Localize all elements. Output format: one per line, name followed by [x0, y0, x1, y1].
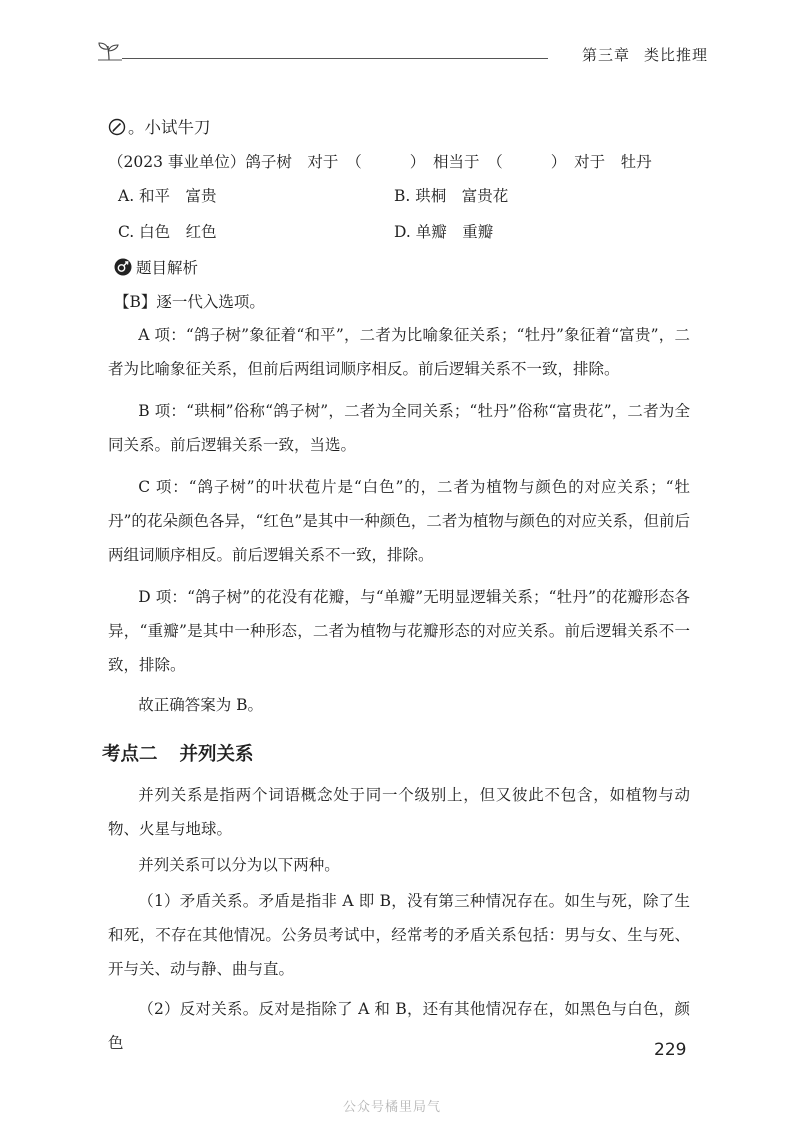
section-heading: [102, 740, 254, 766]
watermark: 公众号橘里局气: [343, 1100, 442, 1115]
analysis-icon: [114, 258, 132, 276]
blank-open-2: （: [495, 153, 503, 171]
section-paragraph-3: （1）矛盾关系。矛盾是指非 A 即 B，没有第三种情况存在。如生与死，除了生和死，不存在其他情况。公务员考试中，经常考的矛盾关系包括：男与女、生与死、开与关、动与静、曲与直。: [108, 892, 690, 978]
analysis-paragraph-a: A 项：“鸽子树”象征着“和平”，二者为比喻象征关系；“牡丹”象征着“富贵”，二者为比喻象征关系，但前后两组词顺序相反。前后逻辑关系不一致，排除。: [108, 326, 690, 378]
section-label: 考点二: [102, 744, 158, 765]
question-stem: [108, 150, 652, 172]
option-d: D. 单瓣 重瓣: [394, 223, 494, 241]
header-rule: [122, 58, 548, 59]
pencil-icon: [108, 118, 126, 136]
chapter-name: 类比推理: [643, 46, 708, 64]
analysis-paragraph-b: B 项：“珙桐”俗称“鸽子树”，二者为全同关系；“牡丹”俗称“富贵花”，二者为全同关系。前后逻辑关系一致，当选。: [108, 402, 690, 454]
question-word1: 鸽子树: [245, 153, 292, 171]
question-to-1: 对于: [307, 153, 339, 171]
exercise-title: 。小试牛刀: [128, 118, 211, 137]
analysis-conclusion: 故正确答案为 B。: [138, 696, 264, 714]
section-paragraph-4: （2）反对关系。反对是指除了 A 和 B，还有其他情况存在，如黑色与白色，颜色: [108, 1000, 690, 1052]
page-number: 229: [654, 1040, 687, 1060]
option-b: B. 珙桐 富贵花: [394, 187, 509, 205]
section-paragraph-2: 并列关系可以分为以下两种。: [138, 856, 340, 874]
blank-open-1: （: [353, 153, 362, 171]
running-header: [96, 38, 708, 68]
analysis-title: 题目解析: [136, 259, 199, 277]
analysis-paragraph-c: C 项：“鸽子树”的叶状苞片是“白色”的，二者为植物与颜色的对应关系；“牡丹”的花朵颜色各异，“红色”是其中一种颜色，二者为植物与颜色的对应关系，但前后两组词顺序相反。前后逻辑关系不一致，排除。: [108, 478, 690, 564]
section-paragraph-1: 并列关系是指两个词语概念处于同一个级别上，但又彼此不包含，如植物与动物、火星与地球。: [108, 786, 690, 838]
answer-line: 【B】逐一代入选项。: [114, 293, 265, 311]
analysis-paragraph-d: D 项：“鸽子树”的花没有花瓣，与“单瓣”无明显逻辑关系；“牡丹”的花瓣形态各异，“重瓣”是其中一种形态，二者为植物与花瓣形态的对应关系。前后逻辑关系不一致，排除。: [108, 588, 690, 674]
option-c: C. 白色 红色: [118, 223, 217, 241]
blank-close-1: ）: [409, 153, 418, 171]
chapter-number: 第三章: [581, 46, 630, 64]
question-word2: 牡丹: [620, 153, 652, 171]
question-to-2: 对于: [574, 153, 606, 171]
chapter-title: [568, 44, 708, 65]
question-equiv: 相当于: [432, 153, 480, 171]
blank-close-2: ）: [550, 153, 559, 171]
sprout-icon: [96, 40, 122, 62]
analysis-heading: [114, 256, 198, 278]
option-a: A. 和平 富贵: [118, 187, 217, 205]
question-source: （2023 事业单位）: [108, 153, 246, 171]
section-title: 并列关系: [179, 744, 254, 765]
exercise-heading: [108, 114, 211, 138]
